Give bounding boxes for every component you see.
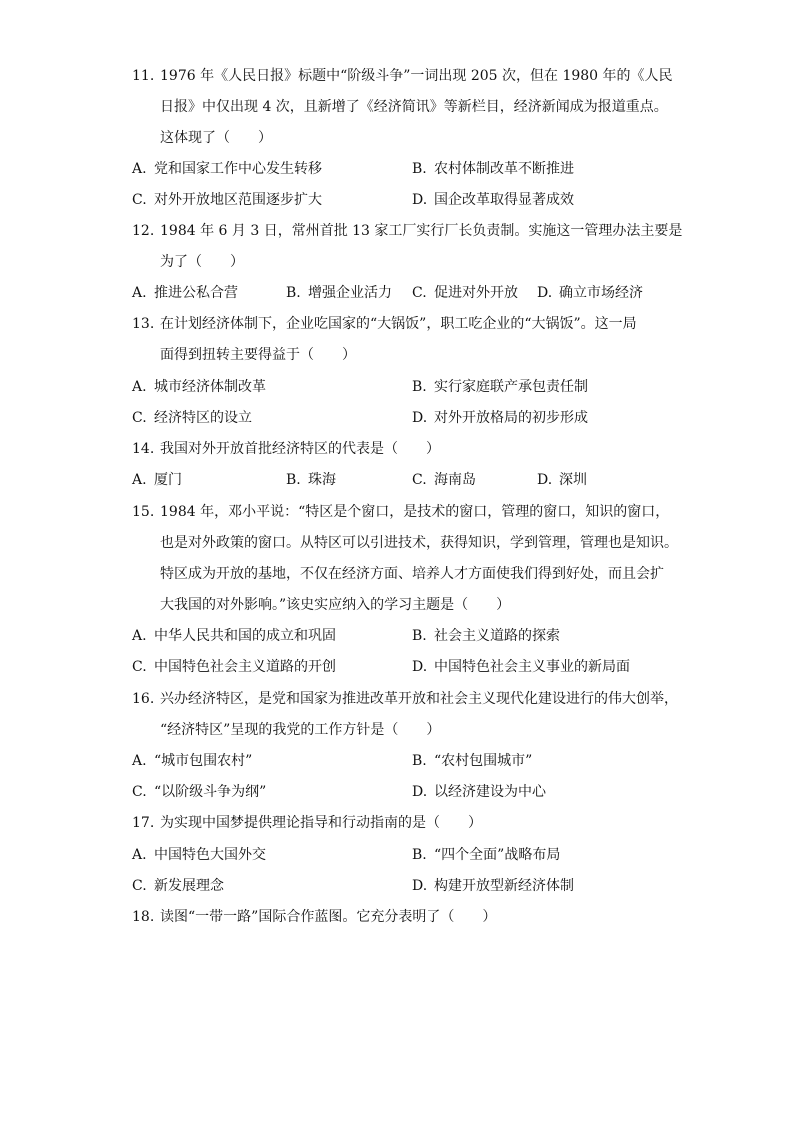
- question-18: [132, 902, 672, 933]
- question-text: 兴办经济特区，是党和国家为推进改革开放和社会主义现代化建设进行的伟大创举，: [160, 691, 678, 707]
- option-a[interactable]: A. 中国特色大国外交: [132, 847, 266, 863]
- question-text: “经济特区”呈现的我党的工作方针是（ ）: [160, 722, 441, 738]
- option-b[interactable]: B. 农村体制改革不断推进: [412, 161, 574, 177]
- options-row: [132, 403, 672, 434]
- options-row: [132, 621, 672, 652]
- question-text: 1984 年，邓小平说：“特区是个窗口，是技术的窗口，管理的窗口，知识的窗口，: [160, 504, 670, 520]
- option-a[interactable]: A. 厦门: [132, 472, 182, 488]
- question-text: 我国对外开放首批经济特区的代表是（ ）: [160, 441, 440, 457]
- option-c[interactable]: C. 新发展理念: [132, 878, 224, 894]
- option-c[interactable]: C. 海南岛: [412, 472, 476, 488]
- question-text: 大我国的对外影响。”该史实应纳入的学习主题是（ ）: [160, 597, 511, 613]
- question-text: 面得到扭转主要得益于（ ）: [160, 347, 356, 363]
- option-b[interactable]: B. 珠海: [286, 472, 336, 488]
- question-number: 15.: [132, 504, 155, 520]
- question-text: 1984 年 6 月 3 日，常州首批 13 家工厂实行厂长负责制。实施这一管理办法主要是: [160, 223, 683, 239]
- options-row: [132, 154, 672, 185]
- question-number: 11.: [132, 68, 155, 84]
- question-text: 在计划经济体制下，企业吃国家的“大锅饭”，职工吃企业的“大锅饭”。这一局: [160, 316, 637, 332]
- question-text: 这体现了（ ）: [160, 130, 272, 146]
- option-a[interactable]: A. 城市经济体制改革: [132, 379, 266, 395]
- question-text: 也是对外政策的窗口。从特区可以引进技术，获得知识，学到管理，管理也是知识。: [160, 535, 678, 551]
- option-c[interactable]: C. 促进对外开放: [412, 285, 518, 301]
- options-row: [132, 465, 672, 496]
- options-row: [132, 746, 672, 777]
- option-d[interactable]: D. 确立市场经济: [537, 285, 643, 301]
- question-number: 14.: [132, 441, 155, 457]
- question-text: 特区成为开放的基地，不仅在经济方面、培养人才方面使我们得到好处，而且会扩: [160, 566, 664, 582]
- question-text: 为了（ ）: [160, 254, 244, 270]
- question-number: 12.: [132, 223, 155, 239]
- question-12: [132, 216, 683, 278]
- option-d[interactable]: D. 中国特色社会主义事业的新局面: [412, 659, 630, 675]
- option-b[interactable]: B. “农村包围城市”: [412, 753, 533, 769]
- option-c[interactable]: C. 中国特色社会主义道路的开创: [132, 659, 336, 675]
- option-b[interactable]: B. 社会主义道路的探索: [412, 628, 560, 644]
- options-row: [132, 278, 672, 309]
- option-a[interactable]: A. 党和国家工作中心发生转移: [132, 161, 322, 177]
- options-row: [132, 372, 672, 403]
- options-row: [132, 840, 672, 871]
- option-d[interactable]: D. 对外开放格局的初步形成: [412, 410, 588, 426]
- question-17: [132, 808, 672, 839]
- question-11: [132, 61, 672, 154]
- option-c[interactable]: C. 经济特区的设立: [132, 410, 252, 426]
- question-16: [132, 684, 678, 746]
- options-row: [132, 185, 672, 216]
- option-a[interactable]: A. 推进公私合营: [132, 285, 238, 301]
- option-a[interactable]: A. 中华人民共和国的成立和巩固: [132, 628, 336, 644]
- option-d[interactable]: D. 深圳: [537, 472, 587, 488]
- option-d[interactable]: D. 以经济建设为中心: [412, 784, 546, 800]
- question-number: 18.: [132, 909, 155, 925]
- option-d[interactable]: D. 构建开放型新经济体制: [412, 878, 574, 894]
- options-row: [132, 871, 672, 902]
- option-a[interactable]: A. “城市包围农村”: [132, 753, 253, 769]
- question-14: [132, 434, 672, 465]
- question-text: 1976 年《人民日报》标题中“阶级斗争”一词出现 205 次，但在 1980 年的《人民: [160, 68, 673, 84]
- question-number: 13.: [132, 316, 155, 332]
- options-row: [132, 652, 672, 683]
- question-text: 日报》中仅出现 4 次，且新增了《经济简讯》等新栏目，经济新闻成为报道重点。: [160, 99, 668, 115]
- option-d[interactable]: D. 国企改革取得显著成效: [412, 192, 574, 208]
- option-c[interactable]: C. “以阶级斗争为纲”: [132, 784, 267, 800]
- options-row: [132, 777, 672, 808]
- option-b[interactable]: B. 增强企业活力: [286, 285, 392, 301]
- question-text: 为实现中国梦提供理论指导和行动指南的是（ ）: [160, 815, 482, 831]
- question-number: 16.: [132, 691, 155, 707]
- question-number: 17.: [132, 815, 155, 831]
- question-text: 读图“一带一路”国际合作蓝图。它充分表明了（ ）: [160, 909, 497, 925]
- option-b[interactable]: B. 实行家庭联产承包责任制: [412, 379, 588, 395]
- question-15: [132, 497, 678, 621]
- question-13: [132, 309, 672, 371]
- option-c[interactable]: C. 对外开放地区范围逐步扩大: [132, 192, 322, 208]
- option-b[interactable]: B. “四个全面”战略布局: [412, 847, 561, 863]
